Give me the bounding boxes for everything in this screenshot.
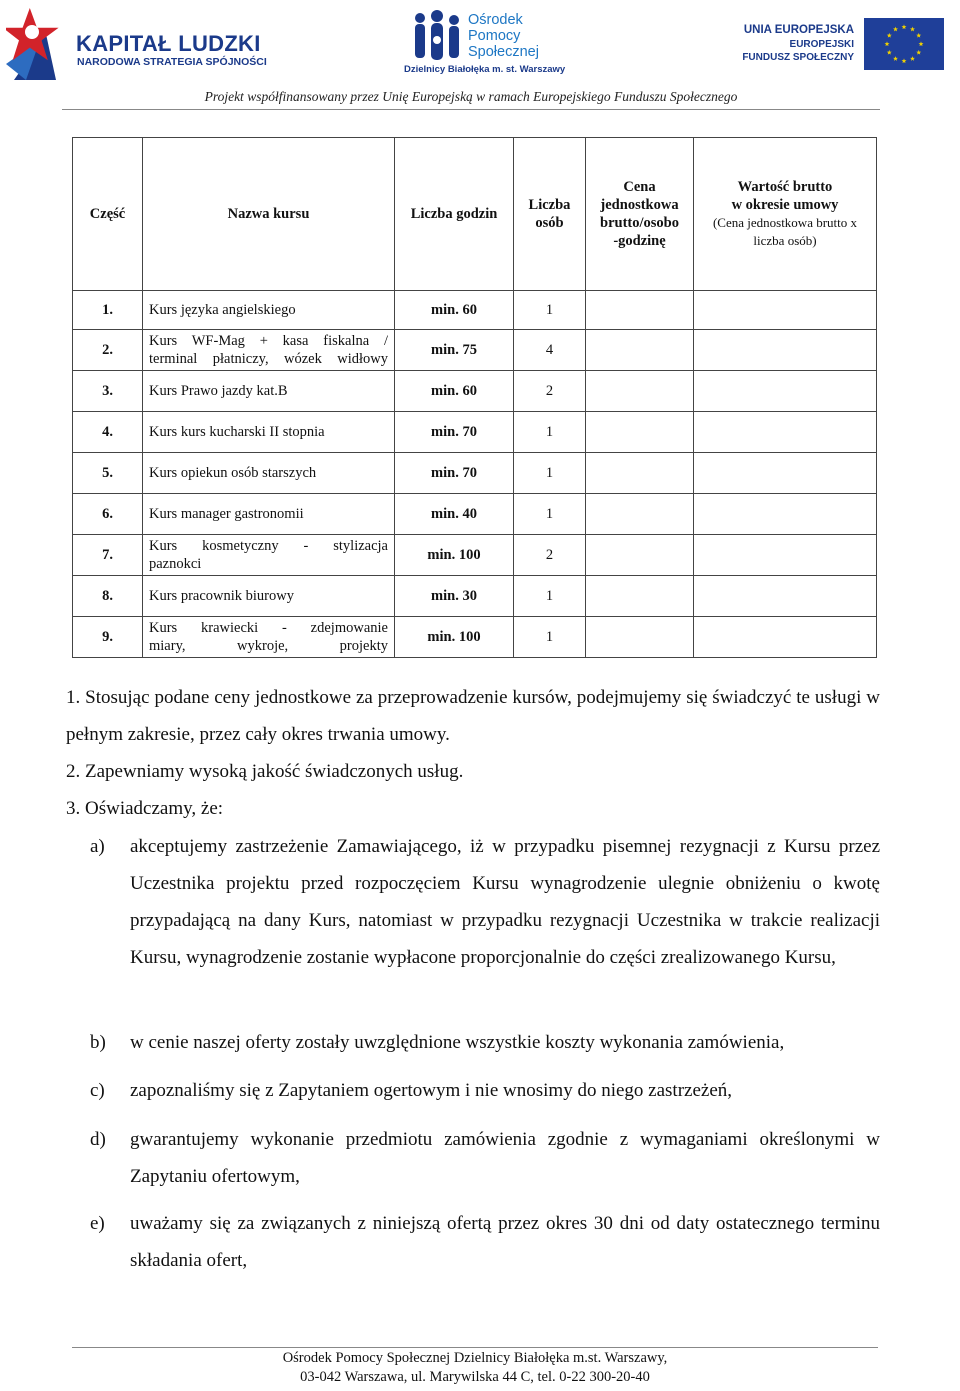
item-text: w cenie naszej oferty zostały uwzględnione wszystkie koszty wykonania zamówienia, [130, 1032, 785, 1053]
total-value-cell[interactable] [694, 617, 877, 658]
unit-price-cell[interactable] [586, 371, 694, 412]
header-value-line2: w okresie umowy [731, 197, 839, 213]
total-value-cell[interactable] [694, 576, 877, 617]
table-row [73, 453, 877, 494]
item-text: akceptujemy zastrzeżenie Zamawiającego, iż w przypadku pisemnej rezygnacji z Kursu przez Uczestnika projektu przed rozpoczęciem Kursu wynagrodzenie ulegnie obniżeniu o kwotę przypadającą na dany Kurs, natomiast w przypadku rezygnacji Uczestnika w trakcie realizacji Kursu, wynagrodzenie zostanie wypłacone proporcjonalnie do części zrealizowanego Kursu, [130, 836, 880, 968]
row-number: 2. [73, 330, 143, 371]
course-name-line1: Kurs WF-Mag + kasa fiskalna / [149, 333, 388, 349]
declaration-item-b [90, 1024, 880, 1061]
unit-price-cell[interactable] [586, 494, 694, 535]
total-value-cell[interactable] [694, 291, 877, 330]
project-cofinancing-line: Projekt współfinansowany przez Unię Europejską w ramach Europejskiego Funduszu Społecznego [204, 89, 738, 104]
declaration-item-c [90, 1072, 880, 1109]
unit-price-cell[interactable] [586, 330, 694, 371]
ops-name-line1: Ośrodek [468, 12, 523, 28]
unit-price-cell[interactable] [586, 535, 694, 576]
item-text: uważamy się za związanych z niniejszą ofertą przez okres 30 dni od daty ostatecznego terminu składania ofert, [130, 1213, 880, 1271]
unit-price-cell[interactable] [586, 412, 694, 453]
footer-divider [72, 1347, 878, 1348]
item-label: b) [90, 1032, 106, 1053]
ops-logo [400, 8, 566, 78]
row-number: 5. [73, 453, 143, 494]
ops-name-line2: Pomocy [468, 28, 521, 44]
header-persons-line1: Liczba [528, 197, 571, 213]
footer-address-line1: Ośrodek Pomocy Społecznej Dzielnicy Białołęka m.st. Warszawy, [282, 1350, 668, 1366]
course-persons: 1 [514, 291, 586, 330]
declaration-item-d [90, 1121, 880, 1195]
header-divider [62, 109, 880, 110]
eu-line3: FUNDUSZ SPOŁECZNY [742, 52, 854, 63]
total-value-cell[interactable] [694, 412, 877, 453]
course-name: Kurs kurs kucharski II stopnia [143, 412, 395, 453]
course-name-line1: Kurs krawiecki - zdejmowanie [149, 620, 388, 636]
declaration-item-e [90, 1205, 880, 1279]
table-row [73, 412, 877, 453]
declaration-item-a [90, 828, 880, 976]
course-name: Kurs pracownik biurowy [143, 576, 395, 617]
unit-price-cell[interactable] [586, 576, 694, 617]
row-number: 4. [73, 412, 143, 453]
unit-price-cell[interactable] [586, 617, 694, 658]
header-hours: Liczba godzin [395, 138, 514, 291]
eu-flag-icon [864, 18, 944, 70]
course-persons: 4 [514, 330, 586, 371]
course-name-line2: miary, wykroje, projekty [149, 638, 388, 654]
row-number: 3. [73, 371, 143, 412]
eu-line2: EUROPEJSKI [789, 39, 854, 50]
header-part: Część [73, 138, 143, 291]
item-text: zapoznaliśmy się z Zapytaniem ogertowym i nie wnosimy do niego zastrzeżeń, [130, 1080, 733, 1101]
header-persons-line2: osób [535, 215, 564, 231]
total-value-cell[interactable] [694, 494, 877, 535]
row-number: 9. [73, 617, 143, 658]
table-row [73, 617, 877, 658]
total-value-cell[interactable] [694, 330, 877, 371]
course-persons: 1 [514, 576, 586, 617]
eu-logo [742, 16, 948, 72]
course-hours: min. 100 [395, 535, 514, 576]
kapital-ludzki-title: KAPITAŁ LUDZKI [76, 31, 261, 56]
kapital-ludzki-subtitle: NARODOWA STRATEGIA SPÓJNOŚCI [77, 56, 267, 68]
course-name [143, 617, 395, 658]
header-value-line3: (Cena jednostkowa brutto x [712, 215, 858, 230]
eu-line1: UNIA EUROPEJSKA [743, 24, 854, 36]
item-label: a) [90, 836, 105, 857]
row-number: 7. [73, 535, 143, 576]
course-persons: 2 [514, 535, 586, 576]
row-number: 6. [73, 494, 143, 535]
statement-paragraph-1: 1. Stosując podane ceny jednostkowe za przeprowadzenie kursów, podejmujemy się świadczyć te usługi w pełnym zakresie, przez cały okres trwania umowy. [66, 687, 880, 745]
courses-table [72, 137, 877, 658]
course-persons: 1 [514, 412, 586, 453]
kapital-ludzki-logo [6, 4, 267, 84]
table-header-row [73, 138, 877, 291]
course-name [143, 535, 395, 576]
header-price-line4: -godzinę [613, 233, 666, 249]
statement-paragraph-3: 3. Oświadczamy, że: [66, 798, 224, 819]
header-price-line1: Cena [623, 179, 656, 195]
table-row [73, 576, 877, 617]
table-row [73, 291, 877, 330]
item-label: c) [90, 1080, 105, 1101]
header-value-line4: liczba osób) [753, 233, 817, 248]
course-persons: 1 [514, 494, 586, 535]
header-persons [514, 138, 586, 291]
unit-price-cell[interactable] [586, 291, 694, 330]
row-number: 8. [73, 576, 143, 617]
course-hours: min. 40 [395, 494, 514, 535]
course-name [143, 330, 395, 371]
header-unit-price [586, 138, 694, 291]
course-hours: min. 30 [395, 576, 514, 617]
footer-address-line2: 03-042 Warszawa, ul. Marywilska 44 C, tel. 0-22 300-20-40 [300, 1369, 650, 1385]
course-hours: min. 70 [395, 412, 514, 453]
item-label: d) [90, 1129, 106, 1150]
table-row [73, 535, 877, 576]
table-row [73, 371, 877, 412]
total-value-cell[interactable] [694, 371, 877, 412]
course-hours: min. 70 [395, 453, 514, 494]
course-name-line2: terminal płatniczy, wózek widłowy [149, 351, 388, 367]
header-value-line1: Wartość brutto [737, 179, 833, 195]
table-row [73, 330, 877, 371]
item-label: e) [90, 1213, 105, 1234]
row-number: 1. [73, 291, 143, 330]
course-name-line2: paznokci [149, 556, 202, 572]
course-name-line1: Kurs kosmetyczny - stylizacja [149, 538, 388, 554]
item-text: gwarantujemy wykonanie przedmiotu zamówienia zgodnie z wymaganiami określonymi w Zapytaniu ofertowym, [130, 1129, 880, 1187]
statement-paragraph-2: 2. Zapewniamy wysoką jakość świadczonych usług. [66, 761, 464, 782]
ops-name-line3: Społecznej [468, 44, 539, 60]
course-hours: min. 60 [395, 371, 514, 412]
family-figures-icon [410, 10, 464, 62]
course-persons: 2 [514, 371, 586, 412]
course-name: Kurs manager gastronomii [143, 494, 395, 535]
table-row [73, 494, 877, 535]
kapital-ludzki-star-icon [6, 4, 66, 82]
unit-price-cell[interactable] [586, 453, 694, 494]
course-hours: min. 75 [395, 330, 514, 371]
total-value-cell[interactable] [694, 453, 877, 494]
ops-subtitle: Dzielnicy Białołęka m. st. Warszawy [404, 64, 566, 75]
course-persons: 1 [514, 617, 586, 658]
course-name: Kurs języka angielskiego [143, 291, 395, 330]
header-course-name: Nazwa kursu [143, 138, 395, 291]
course-hours: min. 60 [395, 291, 514, 330]
course-persons: 1 [514, 453, 586, 494]
course-name: Kurs opiekun osób starszych [143, 453, 395, 494]
course-name: Kurs Prawo jazdy kat.B [143, 371, 395, 412]
total-value-cell[interactable] [694, 535, 877, 576]
header-price-line2: jednostkowa [600, 197, 679, 213]
header-price-line3: brutto/osobo [600, 215, 679, 231]
header-total-value [694, 138, 877, 291]
course-hours: min. 100 [395, 617, 514, 658]
